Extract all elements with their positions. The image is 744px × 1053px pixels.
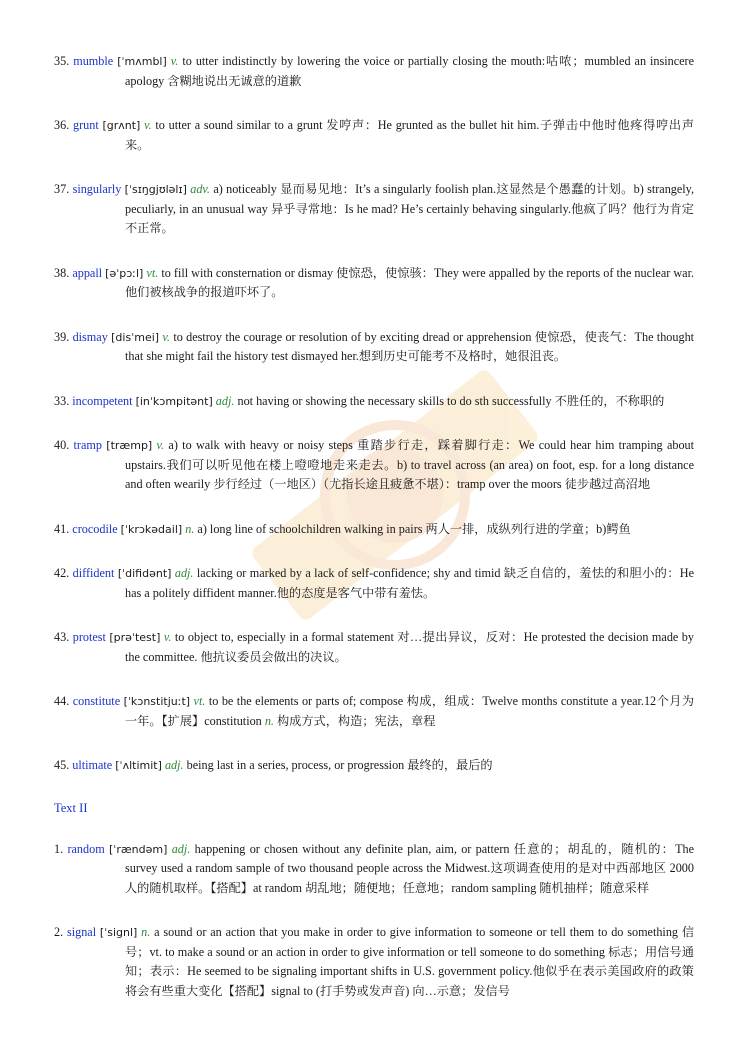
headword-link[interactable]: random <box>67 841 105 856</box>
definition: a) to walk with heavy or noisy steps 重踏步行走，踩着脚行走：We could hear him tramping about upstairs.我们可以听见他在楼上噔噔地走来走去。b) to travel across (an area) on foot, esp. for a long distance and often wearily 步行经过（一地区）（尤指长途且疲惫不堪）：tramp over the moors 徒步越过高沼地 <box>125 438 695 491</box>
phonetic: [əˈpɔːl] <box>105 266 144 280</box>
part-of-speech: adv. <box>190 182 210 196</box>
phonetic: [ˈmʌmbl] <box>117 55 167 68</box>
part-of-speech: v. <box>156 438 165 452</box>
headword-link[interactable]: protest <box>72 630 106 644</box>
headword-link[interactable]: dismay <box>72 329 108 344</box>
part-of-speech: adj. <box>174 566 194 580</box>
entry-number: 2. <box>54 925 64 939</box>
headword-link[interactable]: mumble <box>73 54 114 68</box>
definition: a) long line of schoolchildren walking in pairs 两人一排，成纵列行进的学童；b)鳄鱼 <box>197 521 631 536</box>
vocab-list-text-one <box>54 52 694 776</box>
definition: to be the elements or parts of; compose 构成，组成：Twelve months constitute a year.12个月为一年。【扩展】constitution <box>125 694 695 728</box>
vocabulary-page <box>54 52 694 1026</box>
phonetic: [prəˈtest] <box>109 631 161 644</box>
definition: happening or chosen without any definite plan, aim, or pattern 任意的；胡乱的，随机的：The survey used a random sample of two thousand people across the Midwest.这项调查使用的是对中西部地区 2000 人的随机取样。【搭配】at random 胡乱地；随便地；任意地；random sampling 随机抽样；随意采样 <box>125 841 695 895</box>
phonetic: [disˈmei] <box>111 330 160 344</box>
entry-number: 41. <box>54 521 70 536</box>
vocab-entry <box>54 116 694 155</box>
headword-link[interactable]: appall <box>72 265 103 280</box>
section-heading: Text II <box>54 800 88 815</box>
part-of-speech: n. <box>185 521 195 536</box>
entry-number: 33. <box>54 393 70 408</box>
part-of-speech: v. <box>144 118 152 132</box>
phonetic: [ˈkɔnstitjuːt] <box>123 695 191 708</box>
entry-number: 37. <box>54 182 70 196</box>
definition: to fill with consternation or dismay 使惊恐，使惊骇：They were appalled by the reports of the nuclear war.他们被核战争的报道吓坏了。 <box>125 265 695 299</box>
entry-number: 43. <box>54 630 70 644</box>
definition: to destroy the courage or resolution of by exciting dread or apprehension 使惊恐，使丧气：The thought that she might fail the history test dismayed her.想到历史可能考不及格时，她很沮丧。 <box>125 329 695 363</box>
phonetic: [ˈʌltimit] <box>115 759 162 772</box>
entry-number: 36. <box>54 118 70 132</box>
part-of-speech: vt. <box>193 694 206 708</box>
headword-link[interactable]: constitute <box>72 694 121 708</box>
phonetic: [træmp] <box>106 439 153 452</box>
entry-number: 1. <box>54 841 64 856</box>
vocab-entry <box>54 756 694 776</box>
part-of-speech: v. <box>162 329 170 344</box>
entry-number: 38. <box>54 265 70 280</box>
headword-link[interactable]: signal <box>66 925 97 939</box>
headword-link[interactable]: diffident <box>72 566 115 580</box>
part-of-speech: adj. <box>164 758 184 772</box>
entry-number: 39. <box>54 329 70 344</box>
vocab-entry <box>54 264 694 303</box>
vocab-entry <box>54 52 694 91</box>
vocab-entry <box>54 692 694 731</box>
entry-number: 35. <box>54 54 70 68</box>
part-of-speech: v. <box>163 630 172 644</box>
definition: lacking or marked by a lack of self-confidence; shy and timid 缺乏自信的，羞怯的和胆小的：He has a politely diffident manner.他的态度是客气中带有羞怯。 <box>125 566 694 600</box>
vocab-entry <box>54 840 694 899</box>
definition: to utter a sound similar to a grunt 发哼声：He grunted as the bullet hit him.子弹击中他时他疼得哼出声来。 <box>125 118 695 152</box>
vocab-entry <box>54 564 694 603</box>
definition: not having or showing the necessary skills to do sth successfully 不胜任的，不称职的 <box>237 393 665 408</box>
phonetic: [grʌnt] <box>102 119 141 132</box>
part-of-speech: n. <box>264 713 274 728</box>
definition: being last in a series, process, or progression 最终的，最后的 <box>186 758 493 772</box>
vocab-entry <box>54 392 694 412</box>
phonetic: [ˈsɪŋgjʊləlɪ] <box>124 183 187 196</box>
phonetic: [ˈkrɔkədail] <box>120 522 183 536</box>
headword-link[interactable]: grunt <box>72 118 99 132</box>
headword-link[interactable]: singularly <box>72 182 122 196</box>
part-of-speech: v. <box>170 54 179 68</box>
vocab-entry <box>54 436 694 495</box>
phonetic: [ˈrændəm] <box>109 842 168 856</box>
headword-link[interactable]: ultimate <box>72 758 113 772</box>
headword-link[interactable]: incompetent <box>72 393 133 408</box>
phonetic: [inˈkɔmpitənt] <box>135 394 213 408</box>
entry-number: 40. <box>54 438 70 452</box>
part-of-speech: n. <box>141 925 151 939</box>
vocab-list-text-two <box>54 840 694 1002</box>
definition: a) noticeably 显而易见地：It’s a singularly foolish plan.这显然是个愚蠢的计划。b) strangely, peculiarly, in an unusual way 异乎寻常地：Is he mad? He’s certainly behaving singularly.他疯了吗？他行为肯定不正常。 <box>125 182 695 235</box>
part-of-speech: vt. <box>146 265 159 280</box>
definition: 构成方式，构造；宪法，章程 <box>277 713 436 728</box>
definition: to utter indistinctly by lowering the voice or partially closing the mouth:咕哝；mumbled an insincere apology 含糊地说出无诚意的道歉 <box>125 54 695 88</box>
vocab-entry <box>54 328 694 367</box>
entry-number: 45. <box>54 758 70 772</box>
vocab-entry <box>54 520 694 540</box>
vocab-entry <box>54 923 694 1001</box>
headword-link[interactable]: crocodile <box>72 521 118 536</box>
definition: a sound or an action that you make in order to give information to someone or tell them to do something 信号；vt. to make a sound or an action in order to give information or tell someone to do something 标志；用信号通知；表示：He seemed to be signaling important shifts in U.S. government policy.他似乎在表示美国政府的政策将会有些重大变化【搭配】signal to (打手势或发声音) 向…示意；发信号 <box>125 925 695 998</box>
part-of-speech: adj. <box>215 393 235 408</box>
vocab-entry <box>54 180 694 239</box>
part-of-speech: adj. <box>171 841 191 856</box>
entry-number: 42. <box>54 566 70 580</box>
vocab-entry <box>54 628 694 667</box>
headword-link[interactable]: tramp <box>73 438 102 452</box>
phonetic: [ˈdifidənt] <box>117 567 172 580</box>
entry-number: 44. <box>54 694 70 708</box>
definition: to object to, especially in a formal statement 对…提出异议，反对：He protested the decision made by the committee. 他抗议委员会做出的决议。 <box>125 630 694 664</box>
phonetic: [ˈsignl] <box>99 926 138 939</box>
